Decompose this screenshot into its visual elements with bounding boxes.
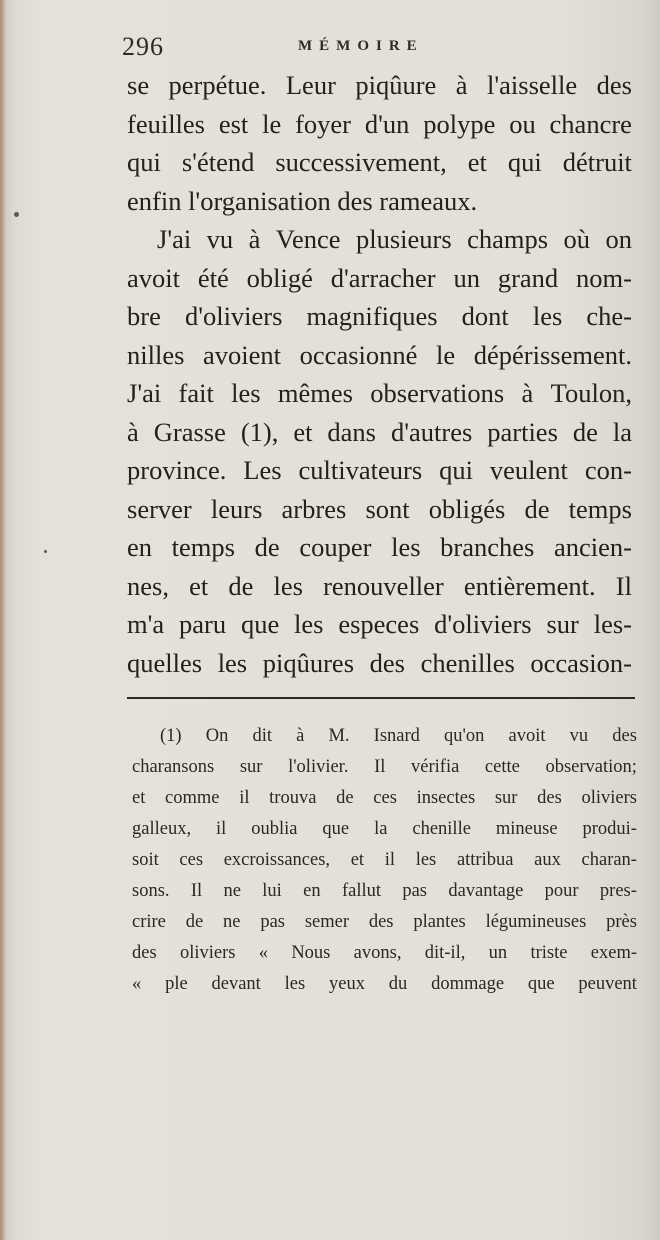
- running-title: MÉMOIRE: [298, 38, 424, 54]
- footnote-line: (1) On dit à M. Isnard qu'on avoit vu des: [160, 726, 637, 746]
- running-head: [122, 32, 632, 66]
- body-line: nes, et de les renouveller entièrement. Il: [127, 570, 632, 601]
- footnote-line: des oliviers « Nous avons, dit-il, un triste exem-: [132, 943, 637, 963]
- body-line: qui s'étend successivement, et qui détruit: [127, 147, 632, 177]
- body-line: enfin l'organisation des rameaux.: [127, 185, 478, 216]
- body-line: se perpétue. Leur piqûure à l'aisselle des: [127, 70, 632, 100]
- body-line: J'ai fait les mêmes observations à Toulon,: [127, 378, 632, 408]
- footnote-rule: [127, 697, 635, 699]
- body-line: bre d'oliviers magnifiques dont les che-: [127, 301, 632, 331]
- paper-speck: [14, 212, 19, 217]
- footnote-line: et comme il trouva de ces insectes sur des oliviers: [132, 788, 637, 808]
- footnote-line: crire de ne pas semer des plantes légumineuses près: [132, 912, 637, 932]
- page-number: 296: [122, 32, 164, 61]
- body-line: J'ai vu à Vence plusieurs champs où on: [157, 224, 632, 254]
- footnote-line: soit ces excroissances, et il les attribua aux charan-: [132, 850, 637, 870]
- body-line: en temps de couper les branches ancien-: [127, 532, 632, 562]
- page-edge: [0, 0, 6, 1240]
- body-line: server leurs arbres sont obligés de temps: [127, 493, 632, 524]
- paper-speck: [44, 550, 47, 553]
- body-line: quelles les piqûures des chenilles occasion-: [127, 647, 632, 678]
- body-line: avoit été obligé d'arracher un grand nom-: [127, 262, 632, 293]
- footnote-line: sons. Il ne lui en fallut pas davantage pour pres-: [132, 881, 637, 901]
- body-line: m'a paru que les especes d'oliviers sur les-: [127, 609, 632, 639]
- footnote-line: charansons sur l'olivier. Il vérifia cette observation;: [132, 757, 637, 777]
- body-line: à Grasse (1), et dans d'autres parties de la: [127, 416, 632, 447]
- body-line: feuilles est le foyer d'un polype ou chancre: [127, 108, 632, 139]
- footnote-line: « ple devant les yeux du dommage que peuvent: [132, 974, 637, 994]
- body-line: province. Les cultivateurs qui veulent con-: [127, 455, 632, 485]
- footnote-line: galleux, il oublia que la chenille mineuse produi-: [132, 819, 637, 839]
- body-line: nilles avoient occasionné le dépérissement.: [127, 339, 632, 370]
